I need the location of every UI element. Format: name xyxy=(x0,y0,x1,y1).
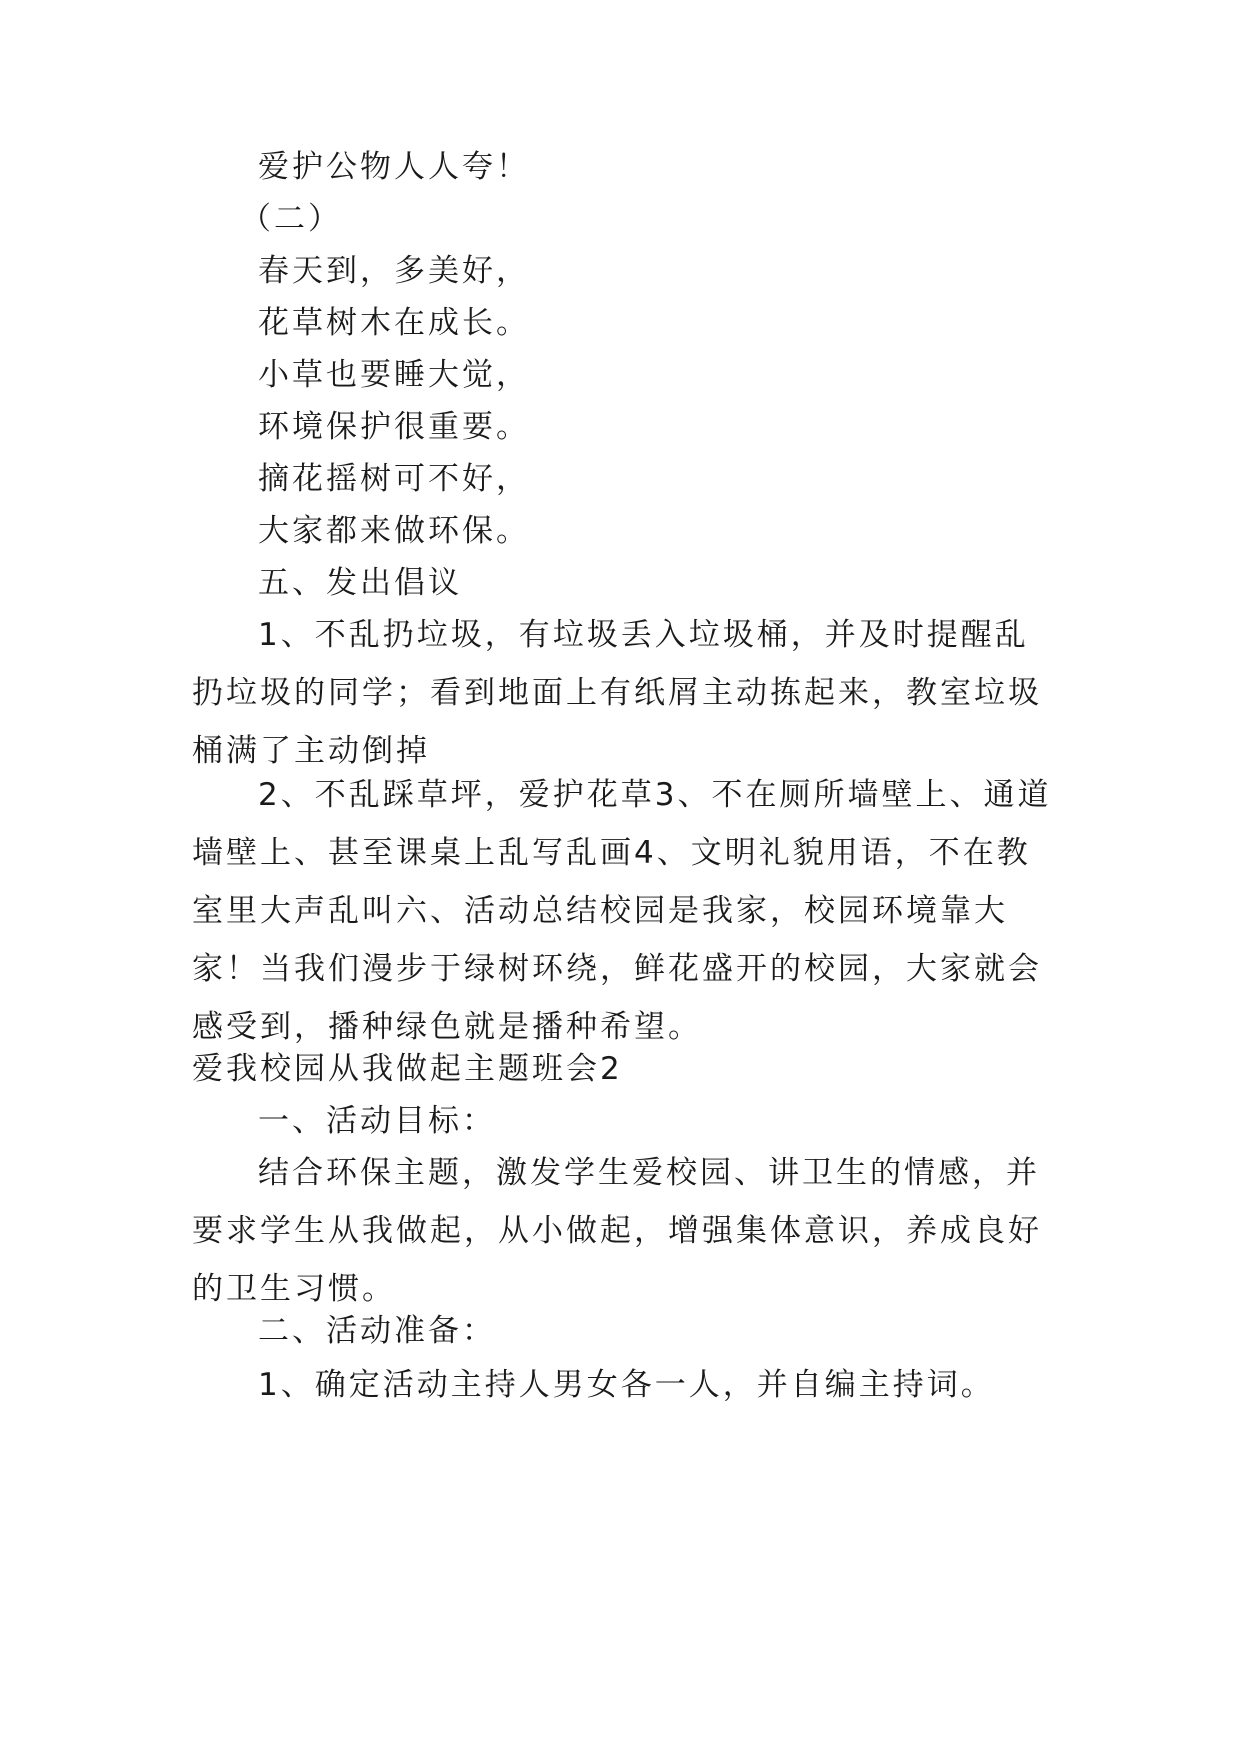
poem-line: 大家都来做环保。 xyxy=(258,513,530,549)
section-heading: 五、发出倡议 xyxy=(258,565,462,601)
section-heading: 一、活动目标： xyxy=(258,1103,496,1139)
poem-line: 摘花摇树可不好， xyxy=(258,461,530,497)
poem-line: 爱护公物人人夸！ xyxy=(258,149,530,185)
poem-line: 春天到，多美好， xyxy=(258,253,530,289)
paragraph: 结合环保主题，激发学生爱校园、讲卫生的情感，并要求学生从我做起，从小做起，增强集体意识，养成良好的卫生习惯。 xyxy=(192,1155,1042,1307)
paragraph: 2、不乱踩草坪，爱护花草3、不在厕所墙壁上、通道墙壁上、甚至课桌上乱写乱画4、文明礼貌用语，不在教室里大声乱叫六、活动总结校园是我家，校园环境靠大家！当我们漫步于绿树环绕，鲜花盛开的校园，大家就会感受到，播种绿色就是播种希望。 xyxy=(192,777,1052,1045)
section-marker: （二） xyxy=(240,201,342,237)
section-heading: 二、活动准备： xyxy=(258,1313,496,1349)
paragraph: 1、不乱扔垃圾，有垃圾丢入垃圾桶，并及时提醒乱扔垃圾的同学；看到地面上有纸屑主动拣起来，教室垃圾桶满了主动倒掉 xyxy=(192,617,1042,769)
document-heading: 爱我校园从我做起主题班会2 xyxy=(192,1051,623,1087)
paragraph: 1、确定活动主持人男女各一人，并自编主持词。 xyxy=(258,1367,995,1403)
poem-line: 环境保护很重要。 xyxy=(258,409,530,445)
poem-line: 小草也要睡大觉， xyxy=(258,357,530,393)
poem-line: 花草树木在成长。 xyxy=(258,305,530,341)
